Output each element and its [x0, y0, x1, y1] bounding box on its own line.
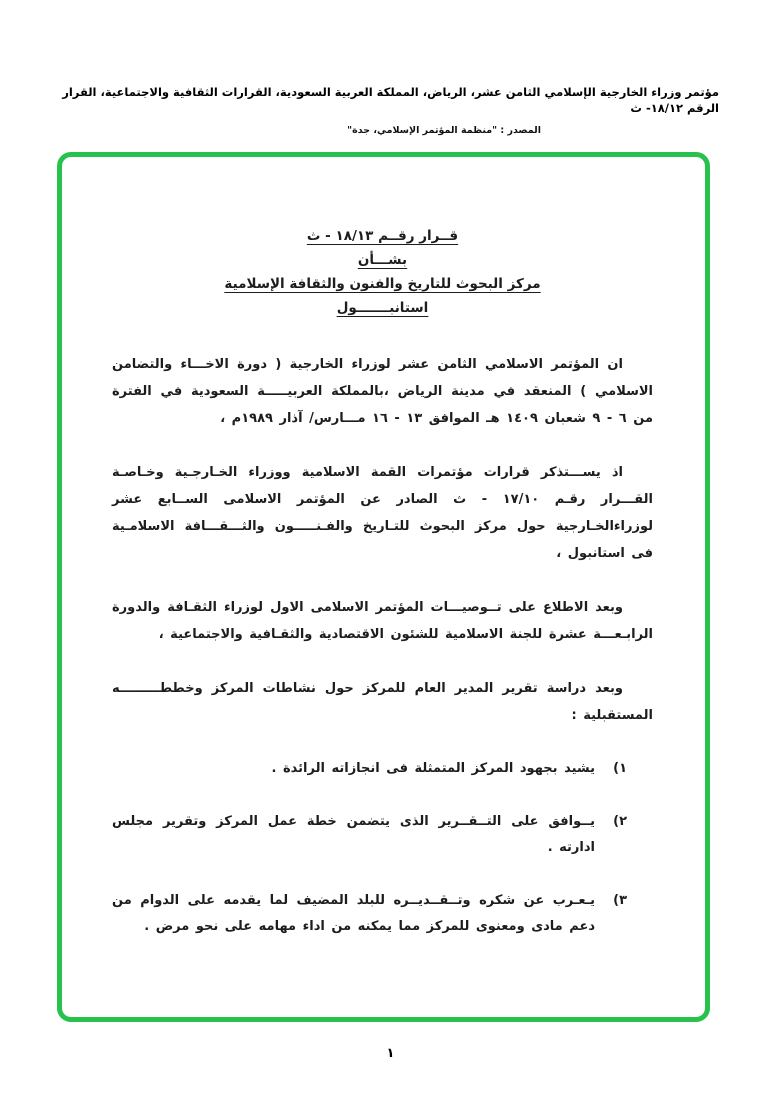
item-number: ١) — [613, 761, 627, 776]
document-content — [112, 225, 653, 967]
item-text: يشيد بجهود المركز المتمثلة فى انجازاته الرائدة . — [271, 761, 595, 776]
resolution-subject-word: بشـــأن — [357, 252, 408, 268]
resolution-subject-title: مركز البحوث للتاريخ والفنون والثقافة الإسلامية — [224, 276, 541, 292]
resolution-items — [112, 756, 627, 940]
paragraph-preamble-3: وبعد الاطلاع على تــوصيـــات المؤتمر الاسلامى الاول لوزراء الثقـافة والدورة الرابـعـــة عشرة للجنة الاسلامية للشئون الاقتصادية والثقـافية والاجتماعية ، — [112, 600, 653, 642]
resolution-number-line — [112, 226, 653, 246]
paragraph-preamble-1: ان المؤتمر الاسلامي الثامن عشر لوزراء الخارجية ( دورة الاخـــاء والتضامن الاسلامي ) المنعقد في مدينة الرياض ،بالمملكة العربيـــــة السعودية في الفترة من ٦ - ٩ شعبان ١٤٠٩ هـ الموافق ١٣ - ١٦ مـــارس/ آذار ١٩٨٩م ، — [112, 357, 653, 426]
list-item-1 — [112, 756, 627, 782]
resolution-location: استانبـــــــول — [336, 300, 429, 316]
scanned-document-frame — [57, 152, 710, 1022]
resolution-title-block — [112, 225, 653, 321]
document-header — [60, 84, 719, 136]
item-number: ٢) — [613, 814, 627, 829]
paragraph-preamble-4: وبعد دراسة تقرير المدير العام للمركز حول نشاطات المركز وخططـــــــــه المستقبلية : — [112, 681, 653, 723]
header-title: مؤتمر وزراء الخارجية الإسلامي الثامن عشر، الرياض، المملكة العربية السعودية، القرارات الثقافية والاجتماعية، القرار الرقم ١٨/١٢- ث — [62, 85, 719, 115]
header-source: المصدر : "منظمة المؤتمر الإسلامي، جدة" — [347, 125, 541, 136]
item-text: يـعـرب عن شكره وتــقــديــره للبلد المضيف لما يقدمه على الدوام من دعم مادى ومعنوى للمركز مما يمكنه من اداء مهامه على نحو مرض . — [112, 893, 595, 934]
paragraph-preamble-2: اذ يســـتذكر قرارات مؤتمرات القمة الاسلامية ووزراء الخـارجـية وخـاصـة القـــرار رقـم ١٧/١٠ - ث الصادر عن المؤتمر الاسلامى الســابع عشر لوزراءالخـارجية حول مركز البحوث للتـاريخ والفـنـــــون والثـــقـــافة الاسلامـية فى استانبول ، — [112, 465, 653, 561]
item-number: ٣) — [613, 893, 627, 908]
resolution-number: قــرار رقــم ١٨/١٣ - ث — [306, 228, 459, 244]
page-number: ١ — [386, 1046, 395, 1061]
list-item-2 — [112, 809, 627, 861]
item-text: يــوافق على التــقــرير الذى يتضمن خطة عمل المركز وتقرير مجلس ادارته . — [112, 814, 595, 855]
list-item-3 — [112, 888, 627, 940]
